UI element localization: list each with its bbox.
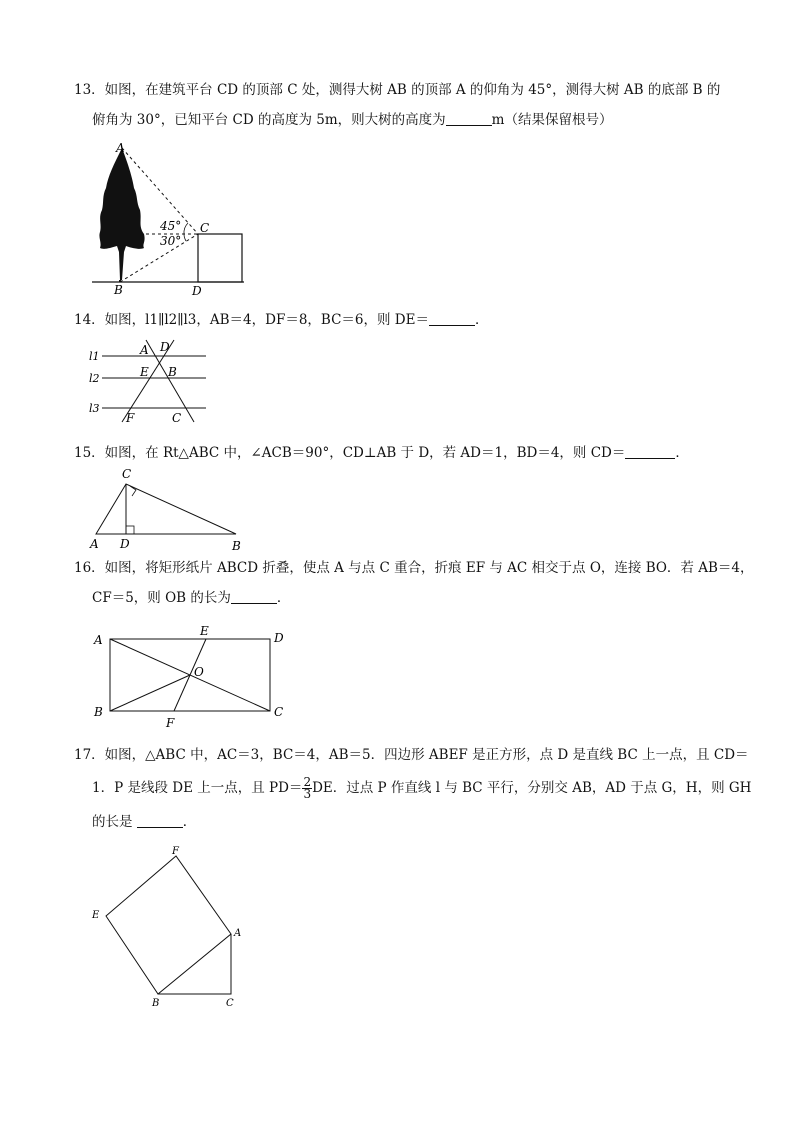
label-c: C [122, 467, 132, 481]
q17-line2 [74, 775, 752, 801]
fraction-numerator: 2 [303, 775, 312, 789]
square-abef [106, 856, 231, 994]
q13-line1: 13．如图，在建筑平台 CD 的顶部 C 处，测得大树 AB 的顶部 A 的仰角为 45°，测得大树 AB 的底部 B 的 [74, 82, 721, 98]
q15-pre: 15．如图，在 Rt△ABC 中，∠ACB＝90°，CD⊥AB 于 D，若 AD＝1，BD＝4，则 CD＝ [74, 445, 626, 461]
label-d: D [120, 537, 130, 551]
question-15 [74, 443, 734, 463]
q16-line2-pre: CF＝5，则 OB 的长为 [92, 590, 231, 606]
segment-bo [110, 675, 190, 711]
label-l2: l2 [89, 372, 100, 385]
q13-line2 [74, 110, 734, 130]
q14-answer-blank[interactable] [429, 311, 475, 326]
tree-silhouette [99, 148, 144, 280]
platform-cd [198, 234, 242, 282]
q17-figure [86, 846, 256, 1008]
q17-line3 [74, 812, 734, 832]
label-b: B [232, 539, 241, 553]
label-o: O [194, 665, 204, 679]
q15-line [74, 443, 734, 463]
label-a: A [90, 537, 99, 551]
q13-answer-blank[interactable] [446, 111, 492, 126]
q16-line2 [74, 588, 734, 608]
question-16 [74, 558, 754, 608]
q17-line1: 17．如图，△ABC 中，AC＝3，BC＝4，AB＝5．四边形 ABEF 是正方形，点 D 是直线 BC 上一点，且 CD＝ [74, 747, 749, 763]
label-c: C [226, 998, 234, 1008]
q15-figure [86, 464, 246, 554]
q13-figure [86, 140, 256, 300]
label-b: B [114, 283, 123, 297]
question-13 [74, 80, 734, 130]
q16-answer-blank[interactable] [231, 589, 277, 604]
label-d: D [192, 284, 202, 298]
q17-line2-pre: 1．P 是线段 DE 上一点，且 PD＝ [92, 780, 303, 796]
q17-line3-pre: 的长是 [92, 814, 133, 830]
label-e: E [92, 910, 100, 921]
angle-45: 45° [160, 219, 182, 233]
label-b: B [168, 365, 177, 379]
label-a: A [234, 928, 242, 939]
label-c: C [274, 705, 284, 719]
label-d: D [274, 631, 284, 645]
question-14 [74, 310, 734, 330]
q13-line2-pre: 俯角为 30°，已知平台 CD 的高度为 5m，则大树的高度为 [92, 112, 446, 128]
q14-figure [86, 336, 216, 426]
label-a: A [116, 141, 125, 155]
label-c: C [172, 411, 182, 425]
label-f: F [126, 411, 135, 425]
label-f: F [172, 846, 179, 857]
right-angle-d [126, 526, 134, 534]
q14-post: ． [474, 312, 489, 328]
label-c: C [200, 221, 210, 235]
question-17 [74, 745, 752, 832]
q17-line2-post: DE．过点 P 作直线 l 与 BC 平行，分别交 AB，AD 于点 G，H，则 GH [312, 780, 752, 796]
label-l3: l3 [89, 402, 100, 415]
q14-line [74, 310, 734, 330]
label-l1: l1 [89, 350, 100, 363]
q16-figure [86, 624, 296, 732]
label-b: B [152, 998, 160, 1008]
label-e: E [200, 624, 209, 638]
label-a: A [140, 343, 149, 357]
label-d: D [160, 340, 170, 354]
triangle-abc [96, 484, 236, 534]
q15-post: ． [675, 445, 689, 461]
label-b: B [94, 705, 103, 719]
fraction-2-3 [302, 777, 312, 800]
angle-30: 30° [160, 234, 182, 248]
q14-pre: 14．如图，l1∥l2∥l3，AB＝4，DF＝8，BC＝6，则 DE＝ [74, 312, 429, 328]
q16-line1: 16．如图，将矩形纸片 ABCD 折叠，使点 A 与点 C 重合，折痕 EF 与 AC 相交于点 O，连接 BO．若 AB＝4， [74, 560, 754, 576]
transversal-ac [146, 340, 194, 422]
q13-line2-post: m（结果保留根号） [491, 112, 613, 128]
label-a: A [94, 633, 103, 647]
q15-answer-blank[interactable] [625, 444, 675, 459]
q17-answer-blank[interactable] [137, 813, 183, 828]
q16-line2-post: ． [276, 590, 291, 606]
fraction-denominator: 3 [303, 787, 312, 801]
label-f: F [166, 716, 175, 730]
q17-line3-post: ． [182, 814, 197, 830]
label-e: E [140, 365, 149, 379]
